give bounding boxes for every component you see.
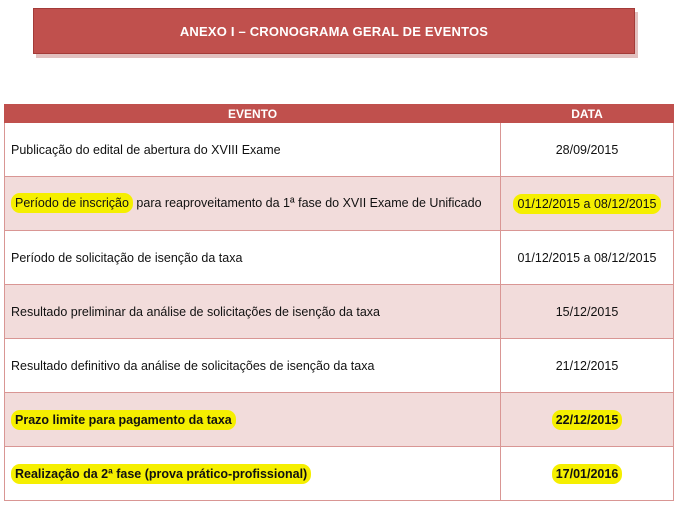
event-cell [5, 447, 501, 501]
event-cell [5, 285, 501, 339]
date-cell [501, 231, 674, 285]
date-cell [501, 447, 674, 501]
date-cell [501, 393, 674, 447]
date-text: 21/12/2015 [555, 358, 619, 373]
event-text: para reaproveitamento da 1ª fase do XVII Exame de Unificado [132, 196, 482, 210]
date-text: 22/12/2015 [552, 410, 623, 430]
date-text: 01/12/2015 a 08/12/2015 [517, 250, 657, 265]
date-cell [501, 123, 674, 177]
event-cell [5, 177, 501, 231]
column-header-date: DATA [501, 105, 674, 123]
table-row [5, 447, 674, 501]
highlighted-text: Período de inscrição [11, 193, 133, 213]
table-row [5, 285, 674, 339]
event-text: Resultado preliminar da análise de solicitações de isenção da taxa [11, 304, 380, 319]
table-row [5, 123, 674, 177]
date-text: 15/12/2015 [555, 304, 619, 319]
event-cell [5, 231, 501, 285]
date-text: 17/01/2016 [552, 464, 623, 484]
date-cell [501, 339, 674, 393]
table-header-row [5, 105, 674, 123]
document-title: ANEXO I – CRONOGRAMA GERAL DE EVENTOS [179, 23, 489, 39]
event-text: Realização da 2ª fase (prova prático-profissional) [11, 464, 311, 484]
event-text: Período de solicitação de isenção da taxa [11, 250, 243, 265]
event-cell [5, 123, 501, 177]
event-cell [5, 339, 501, 393]
event-text: Resultado definitivo da análise de solicitações de isenção da taxa [11, 358, 375, 373]
column-header-event: EVENTO [5, 105, 501, 123]
date-cell [501, 285, 674, 339]
event-text: Publicação do edital de abertura do XVIII Exame [11, 142, 281, 157]
table-row [5, 177, 674, 231]
date-text: 01/12/2015 a 08/12/2015 [513, 194, 660, 214]
table-row [5, 339, 674, 393]
event-text: Prazo limite para pagamento da taxa [11, 410, 236, 430]
events-schedule-table [4, 104, 674, 501]
document-title-banner [33, 8, 635, 54]
date-cell [501, 177, 674, 231]
date-text: 28/09/2015 [555, 142, 619, 157]
event-text-block [11, 195, 494, 212]
event-cell [5, 393, 501, 447]
table-row [5, 393, 674, 447]
table-row [5, 231, 674, 285]
